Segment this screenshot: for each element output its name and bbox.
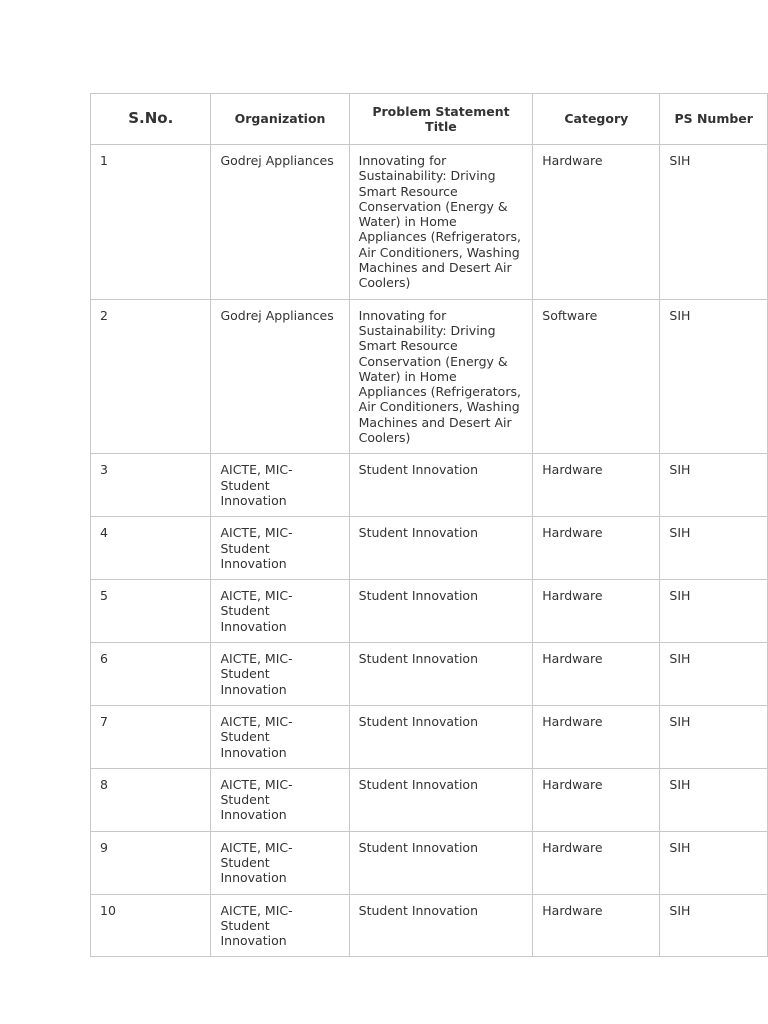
cell-title: Innovating for Sustainability: Driving Smart Resource Conservation (Energy & Water) in Home Appliances (Refrigerators, Air Conditioners, Washing Machines and Desert Air Coolers) (349, 145, 533, 300)
cell-title: Student Innovation (349, 643, 533, 706)
cell-sno: 8 (91, 768, 211, 831)
cell-organization: AICTE, MIC-Student Innovation (211, 768, 349, 831)
table-row (91, 643, 768, 706)
cell-title: Student Innovation (349, 580, 533, 643)
cell-category: Hardware (533, 517, 660, 580)
cell-sno: 7 (91, 705, 211, 768)
table-row (91, 580, 768, 643)
cell-organization: AICTE, MIC-Student Innovation (211, 517, 349, 580)
cell-sno: 5 (91, 580, 211, 643)
cell-organization: AICTE, MIC-Student Innovation (211, 580, 349, 643)
cell-title: Student Innovation (349, 894, 533, 957)
cell-sno: 1 (91, 145, 211, 300)
cell-sno: 2 (91, 299, 211, 454)
table-row (91, 454, 768, 517)
cell-category: Hardware (533, 643, 660, 706)
cell-category: Hardware (533, 894, 660, 957)
header-organization[interactable]: Organization (211, 94, 349, 145)
cell-title: Student Innovation (349, 454, 533, 517)
table-row (91, 299, 768, 454)
cell-title: Student Innovation (349, 831, 533, 894)
cell-ps-number: SIH (660, 517, 768, 580)
header-ps-number[interactable]: PS Number (660, 94, 768, 145)
cell-category: Hardware (533, 831, 660, 894)
cell-organization: AICTE, MIC-Student Innovation (211, 894, 349, 957)
cell-title: Student Innovation (349, 705, 533, 768)
cell-ps-number: SIH (660, 643, 768, 706)
cell-sno: 3 (91, 454, 211, 517)
cell-organization: AICTE, MIC-Student Innovation (211, 643, 349, 706)
cell-ps-number: SIH (660, 580, 768, 643)
cell-sno: 9 (91, 831, 211, 894)
cell-organization: Godrej Appliances (211, 145, 349, 300)
table-row (91, 145, 768, 300)
cell-ps-number: SIH (660, 145, 768, 300)
cell-ps-number: SIH (660, 894, 768, 957)
cell-organization: Godrej Appliances (211, 299, 349, 454)
header-problem-statement-title[interactable]: Problem Statement Title (349, 94, 533, 145)
cell-ps-number: SIH (660, 831, 768, 894)
header-category[interactable]: Category (533, 94, 660, 145)
cell-ps-number: SIH (660, 705, 768, 768)
cell-category: Hardware (533, 768, 660, 831)
header-sno[interactable]: S.No. (91, 94, 211, 145)
cell-organization: AICTE, MIC-Student Innovation (211, 831, 349, 894)
cell-category: Hardware (533, 580, 660, 643)
cell-category: Hardware (533, 145, 660, 300)
cell-category: Hardware (533, 454, 660, 517)
cell-sno: 10 (91, 894, 211, 957)
cell-title: Student Innovation (349, 768, 533, 831)
cell-category: Software (533, 299, 660, 454)
cell-sno: 4 (91, 517, 211, 580)
table-row (91, 768, 768, 831)
cell-ps-number: SIH (660, 299, 768, 454)
cell-title: Innovating for Sustainability: Driving Smart Resource Conservation (Energy & Water) in Home Appliances (Refrigerators, Air Conditioners, Washing Machines and Desert Air Coolers) (349, 299, 533, 454)
problem-statements-table (90, 93, 768, 957)
table-header-row (91, 94, 768, 145)
cell-ps-number: SIH (660, 768, 768, 831)
cell-ps-number: SIH (660, 454, 768, 517)
cell-category: Hardware (533, 705, 660, 768)
cell-organization: AICTE, MIC-Student Innovation (211, 454, 349, 517)
table-row (91, 894, 768, 957)
cell-organization: AICTE, MIC-Student Innovation (211, 705, 349, 768)
cell-title: Student Innovation (349, 517, 533, 580)
cell-sno: 6 (91, 643, 211, 706)
table-row (91, 705, 768, 768)
table-row (91, 517, 768, 580)
table-row (91, 831, 768, 894)
